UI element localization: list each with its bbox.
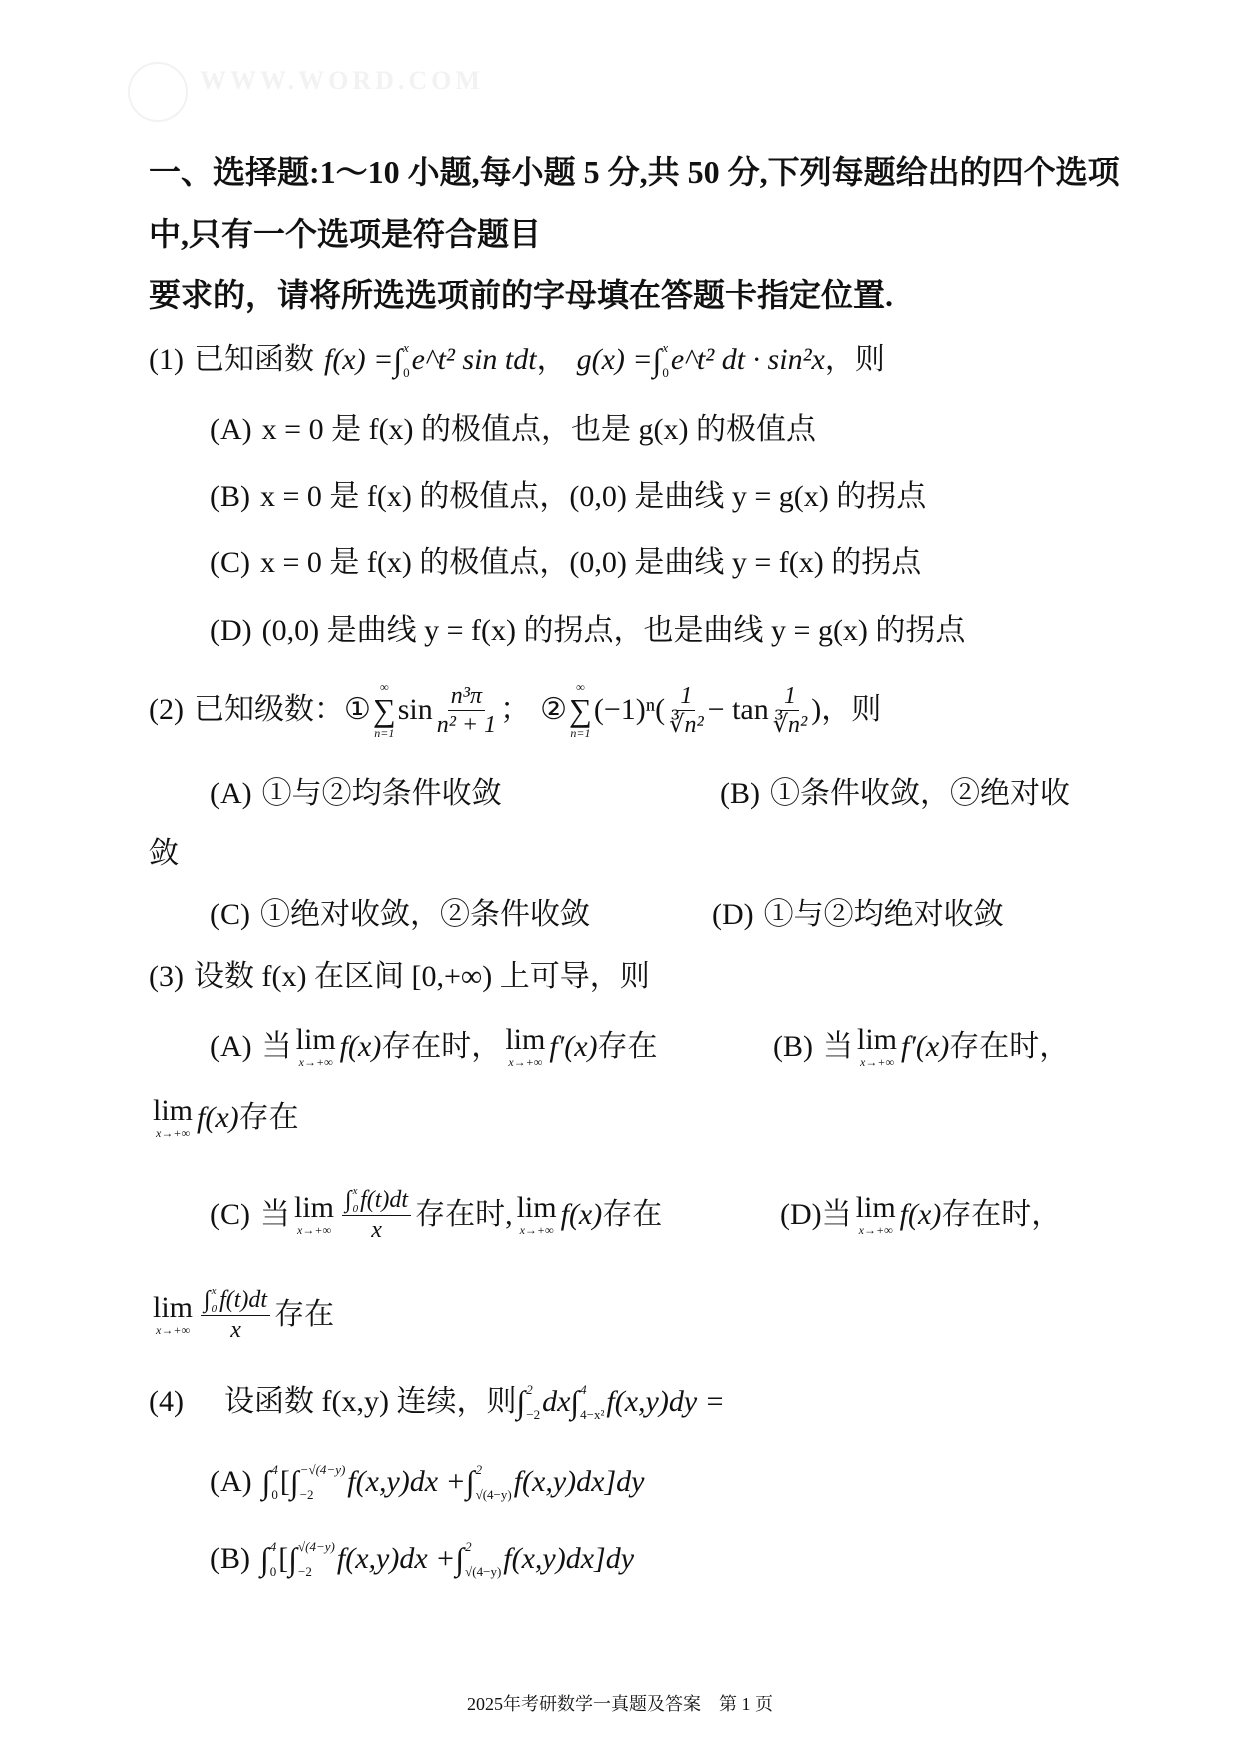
lower-limit: √(4−y) [465, 1564, 502, 1579]
lim: lim [857, 1023, 898, 1056]
option-text: 当 [823, 1030, 853, 1063]
integral: ∫ x 0 [652, 340, 669, 380]
integral: ∫ x 0 [393, 340, 410, 380]
integral: ∫ −√(4−y) −2 [289, 1462, 346, 1502]
q2-option-c [210, 895, 712, 935]
question-text: 设数 f(x) 在区间 [0,+∞) 上可导，则 [193, 960, 650, 993]
question-number: (4) [149, 1385, 184, 1418]
separator: ； [500, 693, 531, 726]
section-heading-line1: 一、选择题:1～10 小题,每小题 5 分,共 50 分,下列每题给出的四个选项 [149, 154, 1120, 190]
formula: f′(x) [901, 1030, 950, 1063]
option-label: (B) [210, 1542, 250, 1575]
option-label: (C) [210, 546, 250, 579]
formula: ) [811, 693, 822, 726]
option-text: ①条件收敛，②绝对收 [770, 777, 1070, 810]
sigma-icon: ∑ [372, 692, 396, 728]
option-label: (D) [780, 1197, 822, 1231]
page-number: 第 1 页 [719, 1694, 773, 1714]
formula: f(x) [560, 1197, 603, 1231]
denominator: ∛n² [669, 711, 704, 738]
limit [294, 1190, 335, 1237]
sigma-icon: ∑ [569, 692, 592, 728]
option-label: (D) [210, 614, 252, 647]
option-label: (A) [210, 1030, 252, 1063]
option-text: 存在时, [415, 1197, 513, 1231]
option-text: 存在 [597, 1030, 658, 1063]
question-text: 已知函数 [193, 343, 314, 376]
integral: ∫ √(4−y) −2 [288, 1539, 335, 1579]
option-text: ①与②均绝对收敛 [763, 898, 1004, 931]
integrand: f(t)dt [360, 1187, 409, 1213]
question-3 [149, 957, 650, 997]
question-4 [149, 1382, 725, 1422]
circled-one: ① [343, 693, 371, 726]
formula: f(x,y)dx + [336, 1542, 456, 1575]
integral: ∫ 2 √(4−y) [455, 1539, 502, 1579]
lim-sub: x→+∞ [297, 1222, 331, 1237]
summation [569, 680, 592, 740]
q1-option-c [210, 543, 921, 583]
denominator: x [371, 1217, 382, 1243]
integral: ∫ 4 0 [260, 1539, 277, 1579]
lim: lim [855, 1190, 896, 1224]
option-text: 存在时， [941, 1197, 1062, 1231]
sin: sin [397, 693, 433, 726]
question-number: (2) [149, 693, 184, 726]
option-label: (D) [712, 898, 754, 931]
page-footer [0, 1690, 1240, 1716]
option-label: (B) [773, 1030, 813, 1063]
q1-option-b [210, 477, 926, 517]
formula: f′(x) [549, 1030, 598, 1063]
integrand: f(t)dt [219, 1287, 268, 1313]
sum-upper: ∞ [380, 680, 389, 694]
lower-limit: √(4−y) [475, 1487, 512, 1502]
lower-limit: 0 [271, 1487, 278, 1502]
upper-limit: 2 [475, 1462, 483, 1477]
q4-option-b [210, 1539, 634, 1579]
option-text: x = 0 是 f(x) 的极值点，也是 g(x) 的极值点 [261, 413, 817, 446]
question-text: ，则 [821, 693, 882, 726]
q2-option-d [712, 895, 1004, 935]
footer-title: 2025年考研数学一真题及答案 [467, 1694, 701, 1714]
limit [153, 1096, 193, 1140]
integral: ∫ 4 4−x² [570, 1382, 605, 1422]
option-label: (A) [210, 413, 252, 446]
limit [153, 1290, 194, 1337]
option-text: 当 [261, 1030, 292, 1063]
formula: f(x,y)dx]dy [513, 1465, 645, 1498]
watermark-text: WWW.WORD.COM [200, 66, 484, 95]
option-text: 当 [821, 1197, 852, 1231]
lower-limit: −2 [526, 1407, 541, 1422]
lim-sub: x→+∞ [156, 1126, 190, 1140]
question-number: (3) [149, 960, 184, 993]
lim-sub: x→+∞ [519, 1222, 554, 1237]
bracket: [ [279, 1465, 290, 1498]
option-text: 存在时， [949, 1030, 1070, 1063]
sum-lower: n=1 [570, 726, 591, 740]
upper-limit: −√(4−y) [299, 1462, 346, 1477]
section-heading-line2: 中,只有一个选项是符合题目 [149, 216, 542, 252]
option-label: (B) [720, 777, 760, 810]
upper-limit: 4 [271, 1462, 278, 1477]
q3-option-b [773, 1025, 1069, 1069]
watermark-logo-icon [128, 62, 188, 122]
lim-sub: x→+∞ [858, 1222, 893, 1237]
lim: lim [153, 1290, 194, 1324]
upper-limit: 4 [269, 1539, 277, 1554]
lower-limit: 0 [352, 1203, 359, 1215]
upper-limit: x [352, 1185, 358, 1197]
q3-options-row-cd [210, 1185, 1061, 1244]
integral: ∫ x 0 [204, 1285, 218, 1315]
q3-option-a [210, 1025, 773, 1069]
fraction [342, 1185, 411, 1244]
formula: f(x) [339, 1030, 382, 1063]
denominator: n² + 1 [436, 711, 497, 738]
limit [855, 1190, 896, 1237]
formula: f(x) [197, 1101, 239, 1134]
lower-limit: 0 [662, 365, 669, 380]
option-text: (0,0) 是曲线 y = f(x) 的拐点，也是曲线 y = g(x) 的拐点 [261, 614, 966, 647]
lim-sub: x→+∞ [298, 1055, 333, 1069]
q3-option-d-continued [149, 1285, 334, 1344]
q1-option-a [210, 410, 816, 450]
separator: ， [536, 343, 567, 376]
denominator: x [230, 1317, 241, 1343]
q3-options-row-ab [210, 1025, 1069, 1069]
option-text: ①绝对收敛，②条件收敛 [260, 898, 590, 931]
sum-lower: n=1 [374, 726, 395, 740]
fraction [773, 682, 808, 739]
fraction [437, 682, 496, 739]
numerator: n³π [448, 682, 485, 711]
lower-limit: −2 [298, 1564, 312, 1579]
upper-limit: 2 [465, 1539, 472, 1554]
q2-options-row-cd [210, 895, 1004, 935]
upper-limit: x [662, 340, 669, 355]
lim-sub: x→+∞ [508, 1055, 543, 1069]
lim: lim [295, 1023, 336, 1056]
integral: ∫ 4 0 [261, 1462, 278, 1502]
q2-options-row-ab [210, 774, 1070, 814]
limit [857, 1025, 897, 1069]
option-label: (A) [210, 777, 252, 810]
fraction [669, 682, 704, 739]
q3-option-b-continued [149, 1096, 299, 1140]
formula: f(x,y)dy = [606, 1385, 725, 1418]
upper-limit: 4 [580, 1382, 587, 1397]
section-heading-line3: 要求的，请将所选选项前的字母填在答题卡指定位置. [149, 277, 894, 313]
formula: − tan [707, 693, 769, 726]
formula: f(x,y)dx + [347, 1465, 466, 1498]
q2-option-b-continued: 敛 [149, 837, 179, 870]
option-label: (A) [210, 1465, 252, 1498]
option-text: x = 0 是 f(x) 的极值点，(0,0) 是曲线 y = f(x) 的拐点 [260, 546, 922, 579]
numerator: 1 [781, 682, 799, 711]
upper-limit: x [211, 1285, 217, 1297]
q3-option-c [210, 1185, 780, 1244]
lim: lim [516, 1190, 557, 1224]
question-text: ，则 [824, 343, 885, 376]
integral: ∫ 2 −2 [516, 1382, 541, 1422]
integral: ∫ 2 √(4−y) [465, 1462, 512, 1502]
formula: e^t² dt · sin²x [670, 343, 825, 376]
formula: g(x) = [576, 343, 653, 376]
formula: dx [542, 1385, 571, 1418]
lim: lim [294, 1190, 335, 1224]
denominator: ∛n² [772, 711, 808, 738]
lim-sub: x→+∞ [156, 1322, 190, 1337]
upper-limit: x [403, 340, 409, 355]
circled-two: ② [540, 693, 568, 726]
limit [516, 1190, 557, 1237]
question-text: 设函数 f(x,y) 连续，则 [223, 1385, 517, 1418]
formula: f(x,y)dx]dy [503, 1542, 635, 1575]
question-2 [149, 680, 881, 740]
numerator: 1 [677, 682, 695, 711]
lower-limit: −2 [299, 1487, 314, 1502]
option-text: 当 [260, 1197, 290, 1231]
fraction [201, 1285, 270, 1344]
option-label: (C) [210, 898, 250, 931]
option-text: x = 0 是 f(x) 的极值点，(0,0) 是曲线 y = g(x) 的拐点 [260, 480, 927, 513]
numerator [342, 1185, 411, 1216]
integral: ∫ x 0 [345, 1185, 359, 1215]
q2-option-a [210, 774, 720, 814]
q1-option-d [210, 611, 965, 651]
q3-option-d [780, 1190, 1062, 1237]
lim: lim [505, 1023, 546, 1056]
upper-limit: √(4−y) [298, 1539, 335, 1554]
option-text: 存在时， [381, 1030, 502, 1063]
lim: lim [153, 1094, 194, 1127]
q4-option-a [210, 1462, 644, 1502]
formula: (−1)ⁿ( [593, 693, 666, 726]
option-label: (C) [210, 1197, 250, 1231]
limit [296, 1025, 336, 1069]
option-text: 存在 [238, 1101, 299, 1134]
formula: f(x) [899, 1197, 942, 1231]
bracket: [ [278, 1542, 289, 1575]
lower-limit: 0 [269, 1564, 277, 1579]
summation [373, 680, 396, 740]
q2-option-b [720, 774, 1070, 814]
option-text: 存在 [274, 1297, 335, 1331]
question-text: 已知级数： [193, 693, 344, 726]
question-1 [149, 340, 885, 380]
sum-upper: ∞ [576, 680, 585, 694]
question-number: (1) [149, 343, 184, 376]
numerator [201, 1285, 270, 1316]
upper-limit: 2 [526, 1382, 533, 1397]
limit [505, 1025, 545, 1069]
lower-limit: 0 [403, 365, 410, 380]
option-text: 存在 [602, 1197, 663, 1231]
lim-sub: x→+∞ [860, 1055, 894, 1069]
formula: f(x) = [323, 343, 394, 376]
lower-limit: 4−x² [580, 1407, 605, 1422]
lower-limit: 0 [211, 1303, 218, 1315]
option-text: ①与②均条件收敛 [261, 777, 502, 810]
formula: e^t² sin tdt [411, 343, 537, 376]
option-label: (B) [210, 480, 250, 513]
